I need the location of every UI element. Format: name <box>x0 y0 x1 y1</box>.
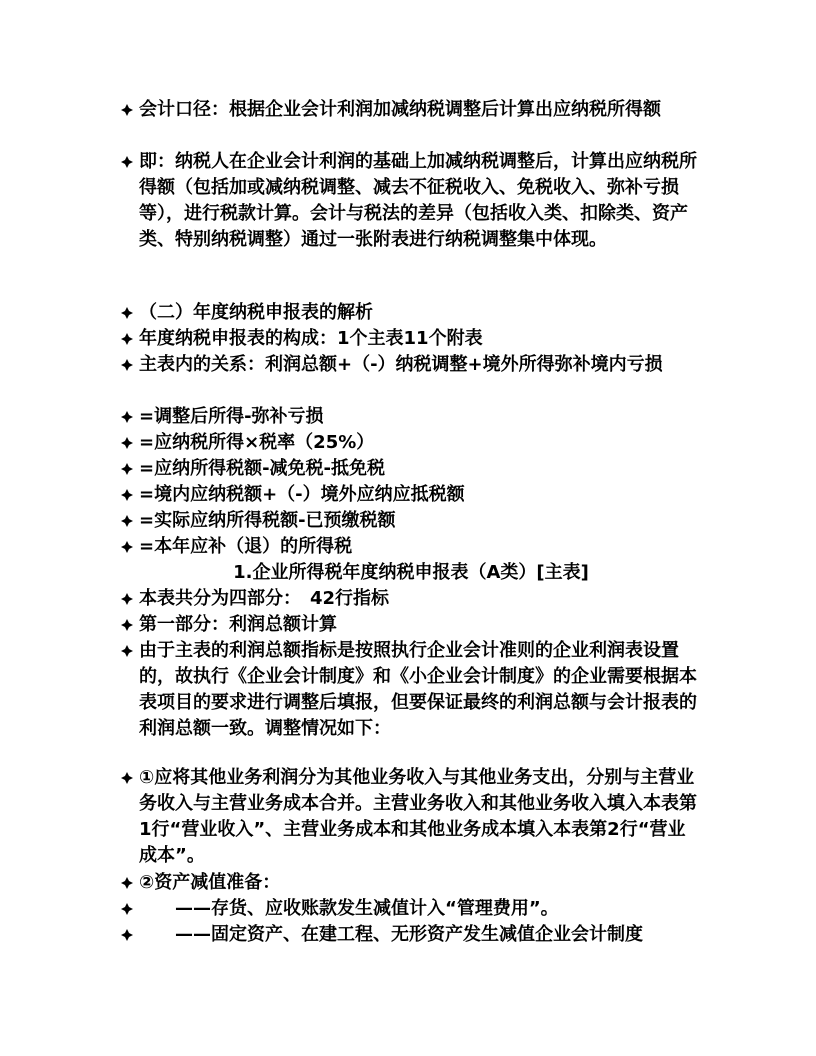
diamond-bullet-icon <box>121 352 137 378</box>
item-text: 第一部分：利润总额计算 <box>139 614 337 635</box>
diamond-bullet-icon <box>121 149 137 175</box>
item-text: 会计口径：根据企业会计利润加减纳税调整后计算出应纳税所得额 <box>139 99 661 120</box>
item-text: =应纳所得税额-减免税-抵免税 <box>139 458 386 479</box>
list-item <box>121 300 701 326</box>
list-item <box>121 97 701 123</box>
diamond-bullet-icon <box>121 612 137 638</box>
item-text: 本表共分为四部分： 42行指标 <box>139 588 390 609</box>
list-item <box>121 534 701 560</box>
list-item <box>121 149 701 253</box>
diamond-bullet-icon <box>121 586 137 612</box>
list-item <box>121 765 701 869</box>
list-item <box>121 326 701 352</box>
item-text: =调整后所得-弥补亏损 <box>139 406 324 427</box>
diamond-bullet-icon <box>121 534 137 560</box>
list-item <box>121 352 701 378</box>
section-title: 1.企业所得税年度纳税申报表（A类）[主表] <box>233 562 589 583</box>
list-item <box>121 586 701 612</box>
diamond-bullet-icon <box>121 870 137 896</box>
list-item <box>121 482 701 508</box>
list-item <box>121 404 701 430</box>
item-text: ——存货、应收账款发生减值计入“管理费用”。 <box>139 898 559 919</box>
item-text: =本年应补（退）的所得税 <box>139 536 353 557</box>
item-text: 即：纳税人在企业会计利润的基础上加减纳税调整后，计算出应纳税所得额（包括加或减纳税调整、减去不征税收入、免税收入、弥补亏损等），进行税款计算。会计与税法的差异（包括收入类、扣除类、资产类、特别纳税调整）通过一张附表进行纳税调整集中体现。 <box>139 151 697 250</box>
item-text: 主表内的关系：利润总额+（-）纳税调整+境外所得弥补境内亏损 <box>139 354 663 375</box>
list-item <box>121 430 701 456</box>
list-item <box>121 870 701 896</box>
item-text: ——固定资产、在建工程、无形资产发生减值企业会计制度 <box>139 924 643 945</box>
diamond-bullet-icon <box>121 508 137 534</box>
diamond-bullet-icon <box>121 97 137 123</box>
diamond-bullet-icon <box>121 300 137 326</box>
item-text: 由于主表的利润总额指标是按照执行企业会计准则的企业利润表设置的，故执行《企业会计制度》和《小企业会计制度》的企业需要根据本表项目的要求进行调整后填报，但要保证最终的利润总额与会计报表的利润总额一致。调整情况如下： <box>139 640 697 739</box>
diamond-bullet-icon <box>121 326 137 352</box>
item-text: （二）年度纳税申报表的解析 <box>139 302 373 323</box>
item-text: 年度纳税申报表的构成：1个主表11个附表 <box>139 328 483 349</box>
diamond-bullet-icon <box>121 456 137 482</box>
diamond-bullet-icon <box>121 430 137 456</box>
diamond-bullet-icon <box>121 922 137 948</box>
diamond-bullet-icon <box>121 482 137 508</box>
list-item <box>121 508 701 534</box>
item-text: ①应将其他业务利润分为其他业务收入与其他业务支出，分别与主营业务收入与主营业务成本合并。主营业务收入和其他业务收入填入本表第1行“营业收入”、主营业务成本和其他业务成本填入本表第2行“营业成本”。 <box>139 767 697 866</box>
list-item <box>121 638 701 742</box>
list-item <box>121 456 701 482</box>
diamond-bullet-icon <box>121 404 137 430</box>
diamond-bullet-icon <box>121 638 137 664</box>
item-text: =实际应纳所得税额-已预缴税额 <box>139 510 396 531</box>
item-text: =境内应纳税额+（-）境外应纳应抵税额 <box>139 484 465 505</box>
diamond-bullet-icon <box>121 896 137 922</box>
diamond-bullet-icon <box>121 765 137 791</box>
item-text: =应纳税所得×税率（25%） <box>139 432 375 453</box>
list-item <box>121 896 701 922</box>
item-text: ②资产减值准备： <box>139 872 281 893</box>
list-item <box>121 922 701 948</box>
list-item <box>121 612 701 638</box>
